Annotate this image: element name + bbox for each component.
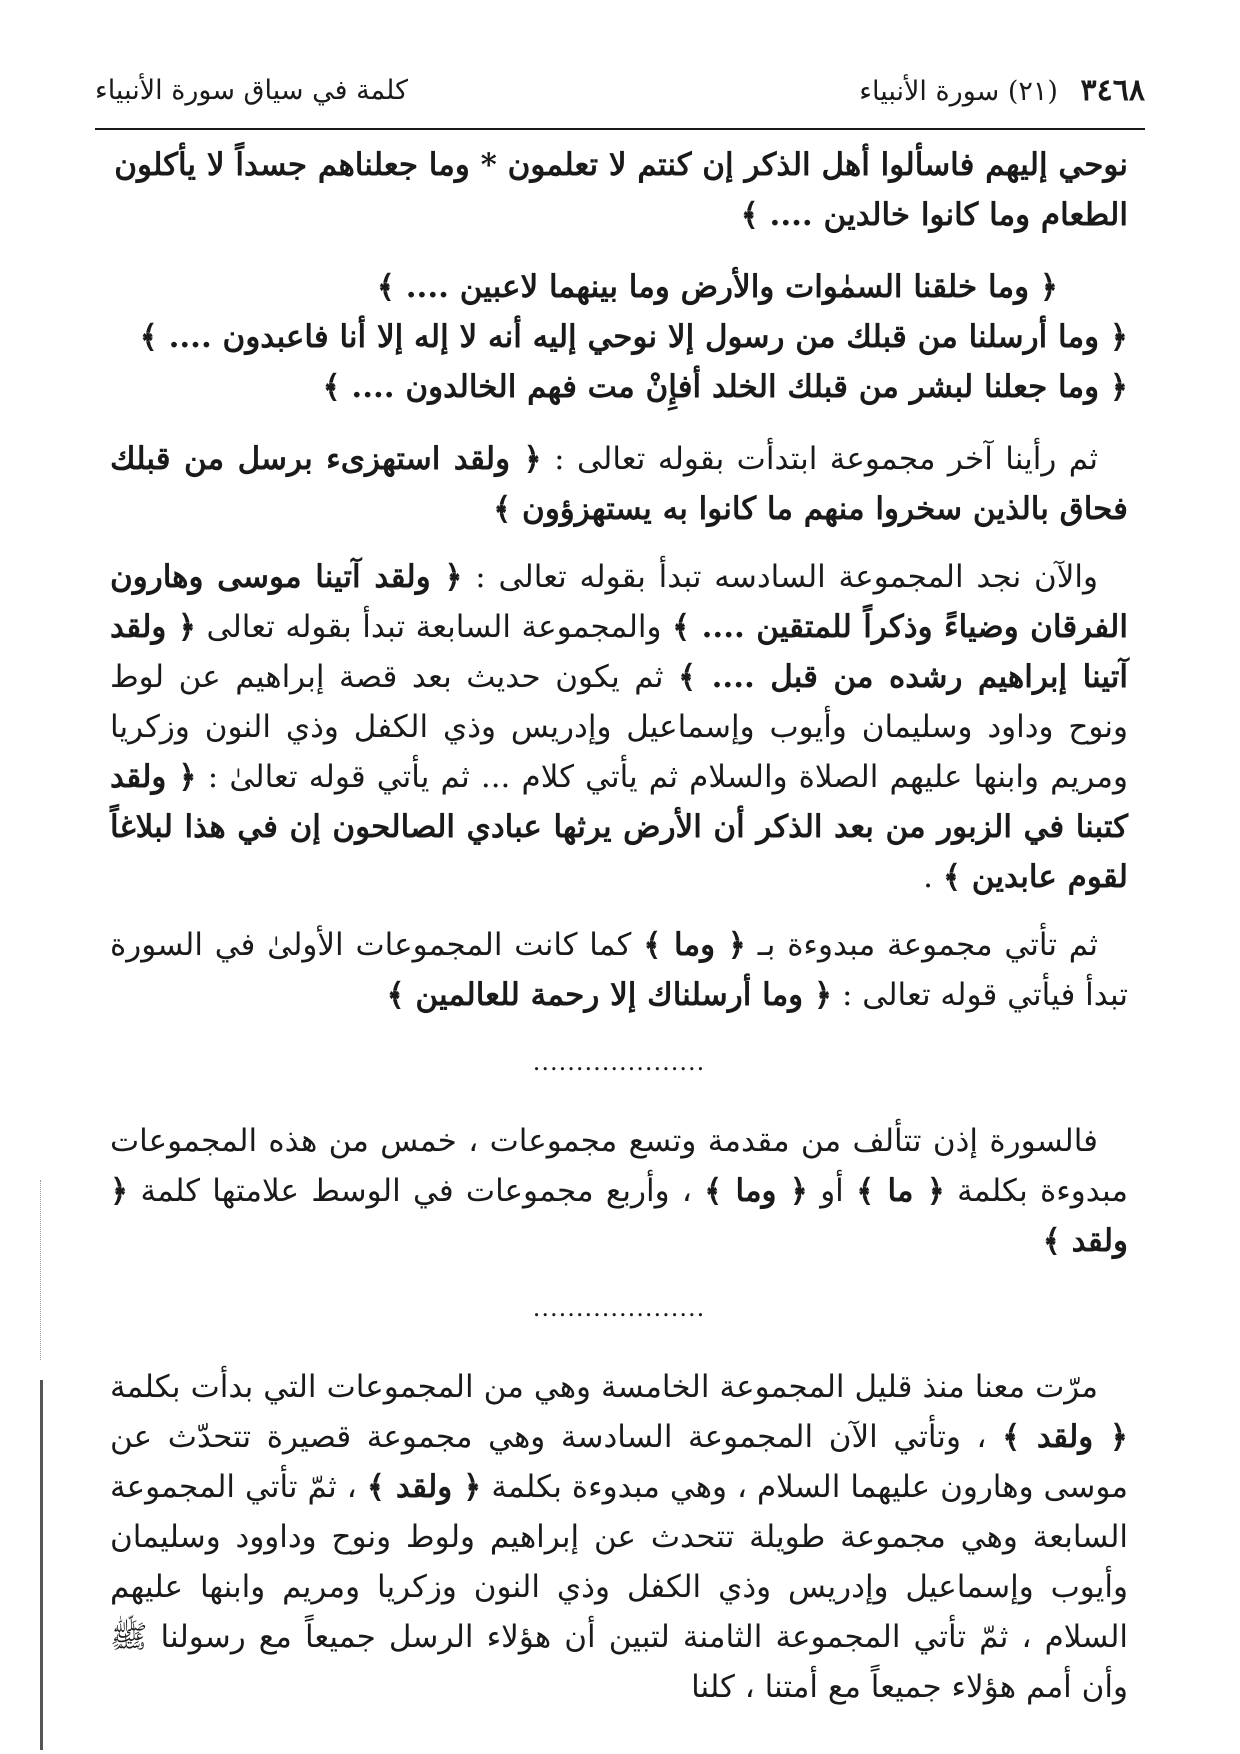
quran-quote: ﴿ ما ﴾ [856,1173,945,1209]
paragraph-text: كما كانت المجموعات الأولىٰ في السورة تبدأ فيأتي قوله تعالى : [110,927,1128,1013]
paragraph-text: ، وأربع مجموعات في الوسط علامتها كلمة [140,1173,692,1209]
quran-quote: ﴿ ولقد آتينا إبراهيم رشده من قبل .... ﴾ [110,609,1128,695]
paragraph [110,920,1128,1020]
paragraph-text: ثم يكون حديث بعد قصة إبراهيم عن لوط ونوح وداود وسليمان وأيوب وإسماعيل وإدريس وذي الكفل وذي النون وزكريا ومريم وابنها عليهم الصلاة والسلام ثم يأتي كلام ... ثم يأتي قوله تعالىٰ : [110,659,1129,795]
verse-line: ﴿ وما جعلنا لبشر من قبلك الخلد أفإِنْ مت فهم الخالدون .... ﴾ [322,369,1128,405]
page-header [95,70,1145,110]
paragraph [110,434,1128,534]
quran-quote: ﴿ وما أرسلناك إلا رحمة للعالمين ﴾ [386,977,833,1013]
quran-quote: ﴿ ولقد ﴾ [1002,1419,1128,1455]
surah-reference: (٢١) سورة الأنبياء [859,75,1058,107]
quran-quote: ﴿ ولقد ﴾ [110,1173,1128,1259]
paragraph [110,1116,1128,1266]
quran-quote: ﴿ ولقد كتبنا في الزبور من بعد الذكر أن الأرض يرثها عبادي الصالحون إن في هذا لبلاغاً لقوم عابدين ﴾ [110,759,1128,895]
paragraph-text: ثم رأينا آخر مجموعة ابتدأت بقوله تعالى : [554,441,1099,477]
header-rule [95,128,1145,130]
running-title: كلمة في سياق سورة الأنبياء [95,74,408,106]
paragraph-text: والآن نجد المجموعة السادسه تبدأ بقوله تعالى : [475,559,1098,595]
quran-quote: ﴿ ولقد آتينا موسى وهارون الفرقان وضياءً وذكراً للمتقين .... ﴾ [110,559,1128,645]
paragraph-text: فالسورة إذن تتألف من مقدمة وتسع مجموعات ، خمس من هذه المجموعات مبدوءة بكلمة [110,1123,1129,1209]
header-right [859,73,1145,108]
quran-quote: ﴿ ولقد ﴾ [366,1469,482,1505]
verse-line: ﴿ وما خلقنا السمٰوات والأرض وما بينهما لاعبين .... ﴾ [376,269,1058,305]
section-separator: .................... [532,1048,706,1076]
verse-list [110,262,1128,412]
section-separator: .................... [532,1294,706,1322]
scan-binding-edge [40,1380,43,1750]
paragraph-text: ثم تأتي مجموعة مبدوءة بـ [757,927,1098,963]
paragraph-text: مرّت معنا منذ قليل المجموعة الخامسة وهي من المجموعات التي بدأت بكلمة [110,1369,1098,1405]
quran-quote: ﴿ وما ﴾ [704,1173,808,1209]
paragraph [110,1362,1128,1712]
paragraph-text: أو [820,1173,844,1209]
paragraph-text: ، ثمّ تأتي المجموعة السابعة وهي مجموعة طويلة تتحدث عن إبراهيم ولوط ونوح وداوود وسليمان وأيوب وإسماعيل وإدريس وذي الكفل وذي النون وزكريا ومريم وابنها عليهم السلام ، ثمّ تأتي المجموعة الثامنة لتبين أن هؤلاء الرسل جميعاً مع رسولنا ﷺ وأن أمم هؤلاء جميعاً مع أمتنا ، كلنا [110,1469,1128,1705]
verse-line: ﴿ وما أرسلنا من قبلك من رسول إلا نوحي إليه أنه لا إله إلا أنا فاعبدون .... ﴾ [139,319,1128,355]
verse-line: نوحي إليهم فاسألوا أهل الذكر إن كنتم لا تعلمون * وما جعلناهم جسداً لا يأكلون [114,147,1128,183]
quran-quote: ﴿ وما ﴾ [643,927,746,963]
scan-margin-marks [40,1180,41,1360]
verse-continuation [110,140,1128,240]
verse-line: الطعام وما كانوا خالدين .... ﴾ [740,197,1128,233]
paragraph-text: والمجموعة السابعة تبدأ بقوله تعالى [206,609,662,645]
paragraph-text: ، وتأتي الآن المجموعة السادسة وهي مجموعة قصيرة تتحدّث عن موسى وهارون عليهما السلام ، وهي مبدوءة بكلمة [110,1419,1128,1505]
page-body [110,140,1128,1730]
paragraph [110,552,1128,902]
paragraph-text: . [923,859,933,895]
quran-quote: ﴿ ولقد استهزىء برسل من قبلك فحاق بالذين سخروا منهم ما كانوا به يستهزؤون ﴾ [110,441,1128,527]
page-number: ٣٤٦٨ [1080,72,1145,108]
